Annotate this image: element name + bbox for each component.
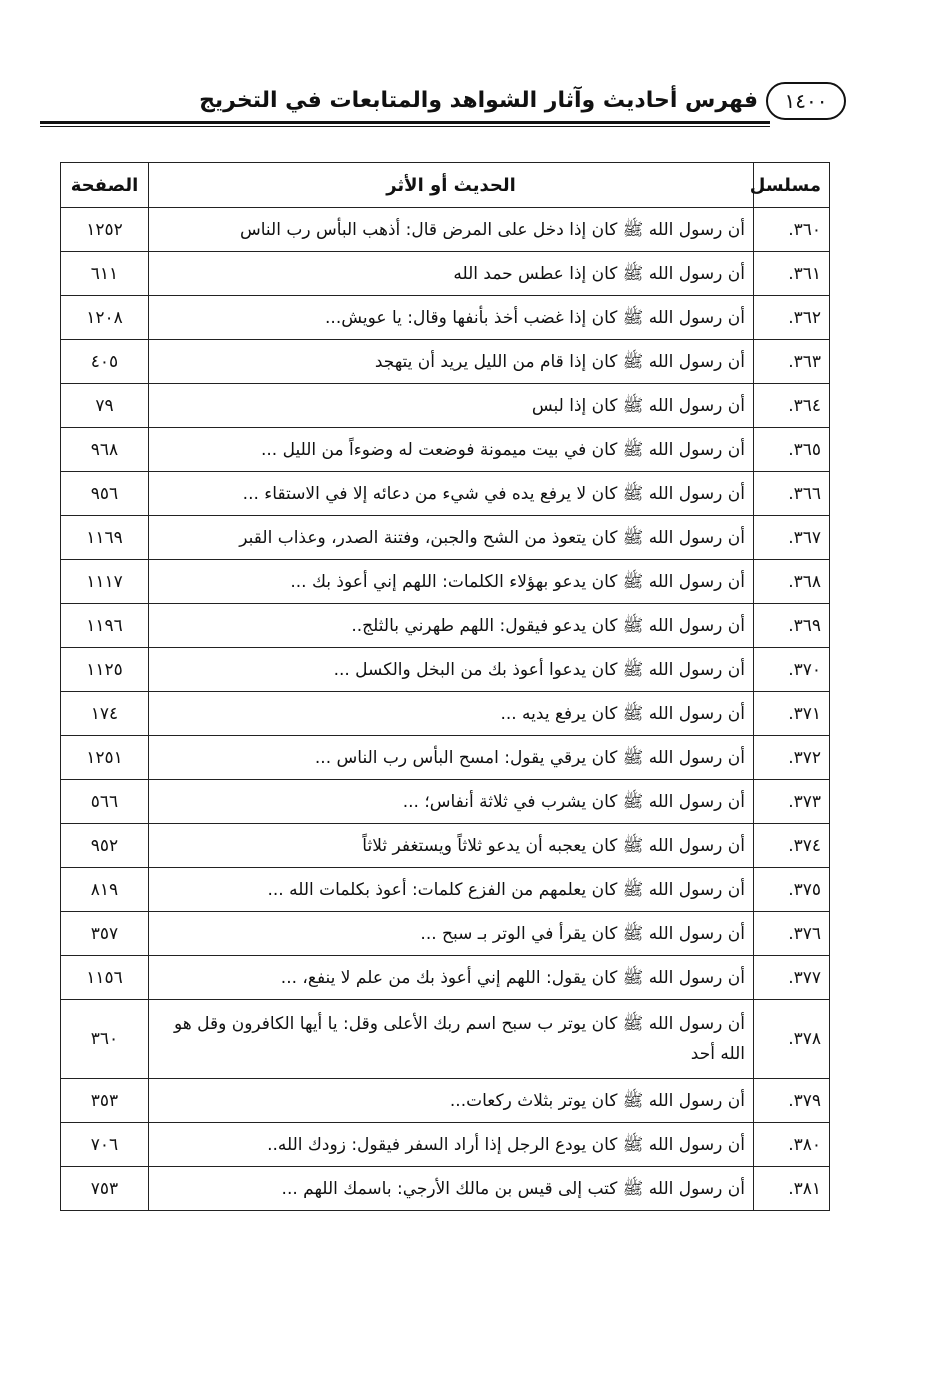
row-page: ٩٥٦ bbox=[61, 472, 149, 516]
row-serial: ٣٧٦. bbox=[754, 912, 830, 956]
row-page: ١١٢٥ bbox=[61, 648, 149, 692]
page-title: فهرس أحاديث وآثار الشواهد والمتابعات في التخريج bbox=[199, 88, 758, 113]
row-text: أن رسول الله ﷺ كان إذا عطس حمد الله bbox=[149, 252, 754, 296]
header-rule bbox=[40, 121, 770, 124]
row-serial: ٣٦٢. bbox=[754, 296, 830, 340]
row-page: ٧٥٣ bbox=[61, 1167, 149, 1211]
row-text: أن رسول الله ﷺ كان إذا لبس bbox=[149, 384, 754, 428]
row-serial: ٣٦٤. bbox=[754, 384, 830, 428]
table-row bbox=[61, 956, 830, 1000]
header-rule-thin bbox=[40, 126, 770, 127]
row-text: أن رسول الله ﷺ كان يتعوذ من الشح والجبن، وفتنة الصدر، وعذاب القبر bbox=[149, 516, 754, 560]
row-serial: ٣٧٨. bbox=[754, 1000, 830, 1079]
table-row bbox=[61, 1000, 830, 1079]
row-page: ٣٥٧ bbox=[61, 912, 149, 956]
row-serial: ٣٧٥. bbox=[754, 868, 830, 912]
row-serial: ٣٧٩. bbox=[754, 1079, 830, 1123]
row-page: ٧٩ bbox=[61, 384, 149, 428]
row-page: ١٧٤ bbox=[61, 692, 149, 736]
table-row bbox=[61, 648, 830, 692]
row-text: أن رسول الله ﷺ كان يقول: اللهم إني أعوذ بك من علم لا ينفع، ... bbox=[149, 956, 754, 1000]
table-row bbox=[61, 252, 830, 296]
row-page: ٩٥٢ bbox=[61, 824, 149, 868]
row-text: أن رسول الله ﷺ كان يوتر ب سبح اسم ربك الأعلى وقل: يا أيها الكافرون وقل هو الله أحد bbox=[149, 1000, 754, 1079]
row-text: أن رسول الله ﷺ كان يرقي يقول: امسح البأس رب الناس ... bbox=[149, 736, 754, 780]
row-text: أن رسول الله ﷺ كان يوتر بثلاث ركعات... bbox=[149, 1079, 754, 1123]
column-header-text: الحديث أو الأثر bbox=[149, 163, 754, 208]
table-row bbox=[61, 1079, 830, 1123]
row-page: ١٢٠٨ bbox=[61, 296, 149, 340]
hadith-index-table bbox=[60, 162, 830, 1211]
row-page: ٨١٩ bbox=[61, 868, 149, 912]
row-page: ١١١٧ bbox=[61, 560, 149, 604]
table-row bbox=[61, 868, 830, 912]
row-text: أن رسول الله ﷺ كان يودع الرجل إذا أراد السفر فيقول: زودك الله.. bbox=[149, 1123, 754, 1167]
row-text: أن رسول الله ﷺ كان يشرب في ثلاثة أنفاس؛ ... bbox=[149, 780, 754, 824]
table-row bbox=[61, 516, 830, 560]
row-serial: ٣٦١. bbox=[754, 252, 830, 296]
row-serial: ٣٧٤. bbox=[754, 824, 830, 868]
page-number: ١٤٠٠ bbox=[766, 82, 846, 120]
row-text: أن رسول الله ﷺ كان إذا قام من الليل يريد أن يتهجد bbox=[149, 340, 754, 384]
row-text: أن رسول الله ﷺ كان يدعو بهؤلاء الكلمات: اللهم إني أعوذ بك ... bbox=[149, 560, 754, 604]
table-row bbox=[61, 692, 830, 736]
row-text: أن رسول الله ﷺ كان إذا غضب أخذ بأنفها وقال: يا عويش... bbox=[149, 296, 754, 340]
row-page: ٧٠٦ bbox=[61, 1123, 149, 1167]
row-serial: ٣٧٣. bbox=[754, 780, 830, 824]
table-row bbox=[61, 1123, 830, 1167]
table-header-row bbox=[61, 163, 830, 208]
table-row bbox=[61, 340, 830, 384]
table-row bbox=[61, 472, 830, 516]
row-serial: ٣٧١. bbox=[754, 692, 830, 736]
row-text: أن رسول الله ﷺ كان إذا دخل على المرض قال: أذهب البأس رب الناس bbox=[149, 208, 754, 252]
row-text: أن رسول الله ﷺ كان في بيت ميمونة فوضعت له وضوءاً من الليل ... bbox=[149, 428, 754, 472]
row-page: ١١٥٦ bbox=[61, 956, 149, 1000]
row-page: ٣٥٣ bbox=[61, 1079, 149, 1123]
row-text: أن رسول الله ﷺ كان يدعوا أعوذ بك من البخل والكسل ... bbox=[149, 648, 754, 692]
table-row bbox=[61, 560, 830, 604]
row-page: ١٢٥٢ bbox=[61, 208, 149, 252]
row-serial: ٣٦٦. bbox=[754, 472, 830, 516]
row-page: ٤٠٥ bbox=[61, 340, 149, 384]
table-row bbox=[61, 296, 830, 340]
row-page: ١١٩٦ bbox=[61, 604, 149, 648]
row-serial: ٣٦٠. bbox=[754, 208, 830, 252]
table-row bbox=[61, 428, 830, 472]
row-serial: ٣٦٥. bbox=[754, 428, 830, 472]
row-text: أن رسول الله ﷺ كان يعجبه أن يدعو ثلاثاً ويستغفر ثلاثاً bbox=[149, 824, 754, 868]
row-page: ٩٦٨ bbox=[61, 428, 149, 472]
page-header bbox=[40, 82, 846, 132]
row-serial: ٣٦٧. bbox=[754, 516, 830, 560]
row-page: ٥٦٦ bbox=[61, 780, 149, 824]
row-serial: ٣٦٨. bbox=[754, 560, 830, 604]
row-serial: ٣٨٠. bbox=[754, 1123, 830, 1167]
table-row bbox=[61, 1167, 830, 1211]
row-serial: ٣٦٣. bbox=[754, 340, 830, 384]
table-row bbox=[61, 604, 830, 648]
row-text: أن رسول الله ﷺ كان يدعو فيقول: اللهم طهرني بالثلج.. bbox=[149, 604, 754, 648]
column-header-serial: مسلسل bbox=[754, 163, 830, 208]
row-serial: ٣٦٩. bbox=[754, 604, 830, 648]
row-page: ١١٦٩ bbox=[61, 516, 149, 560]
table-row bbox=[61, 912, 830, 956]
row-page: ٣٦٠ bbox=[61, 1000, 149, 1079]
row-serial: ٣٧٠. bbox=[754, 648, 830, 692]
row-serial: ٣٧٧. bbox=[754, 956, 830, 1000]
table-row bbox=[61, 208, 830, 252]
column-header-page: الصفحة bbox=[61, 163, 149, 208]
table-row bbox=[61, 736, 830, 780]
row-text: أن رسول الله ﷺ كان يرفع يديه ... bbox=[149, 692, 754, 736]
row-page: ١٢٥١ bbox=[61, 736, 149, 780]
row-text: أن رسول الله ﷺ كان يعلمهم من الفزع كلمات: أعوذ بكلمات الله ... bbox=[149, 868, 754, 912]
row-text: أن رسول الله ﷺ كان لا يرفع يده في شيء من دعائه إلا في الاستقاء ... bbox=[149, 472, 754, 516]
row-page: ٦١١ bbox=[61, 252, 149, 296]
row-serial: ٣٧٢. bbox=[754, 736, 830, 780]
row-serial: ٣٨١. bbox=[754, 1167, 830, 1211]
table-row bbox=[61, 384, 830, 428]
table-row bbox=[61, 780, 830, 824]
row-text: أن رسول الله ﷺ كتب إلى قيس بن مالك الأرجي: باسمك اللهم ... bbox=[149, 1167, 754, 1211]
row-text: أن رسول الله ﷺ كان يقرأ في الوتر بـ سبح ... bbox=[149, 912, 754, 956]
table-row bbox=[61, 824, 830, 868]
